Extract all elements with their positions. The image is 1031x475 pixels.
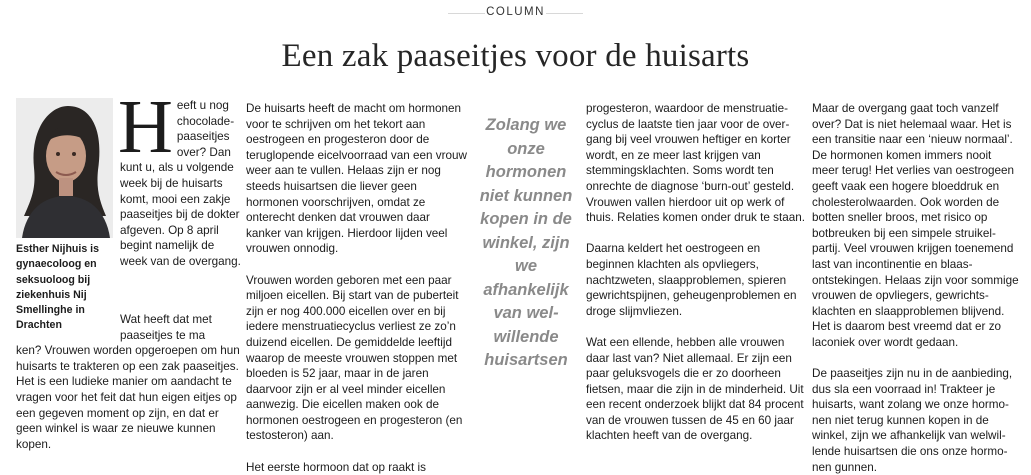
col4-paragraph: Maar de overgang gaat toch vanzelf over? Dat is niet helemaal waar. Het is een transitie naar een ‘nieuw normaal’. De hormonen komen immers nooit meer terug! Het verlies van oestrogeen geeft vaak een hogere bloeddruk en cholesterolwaarden. Ook worden de botten sneller broos, met risico op botbreuken bij een simpele struikelpartij. Veel vrouwen krijgen toenemend last van incontinentie en blaasontstekingen. Helaas zijn voor sommige vrouwen de opvliegers, gewrichtsklachten en slaapproblemen blijvend. Het is daarom best vreemd dat er zo laconiek over wordt gedaan.	[812, 102, 1019, 349]
col3-paragraph: Wat een ellende, hebben alle vrouwen daar last van? Niet allemaal. Er zijn een paar geluksvogels die er zo doorheen fietsen, maar die zijn in de minderheid. Uit een recent onderzoek blijkt dat 84 procent van de vrouwen tussen de 45 en 60 jaar klachten heeft van de overgang.	[586, 335, 804, 443]
column-4	[812, 101, 1020, 475]
col3-paragraph: Daarna keldert het oestrogeen en beginnen klachten als opvliegers, nachtzweten, slaapproblemen, spieren gewrichtspijnen, geheugenproblemen en droge slijmvliezen.	[586, 242, 797, 318]
column-3	[586, 101, 807, 444]
col2-paragraph: Het eerste hormoon dat op raakt is	[246, 460, 426, 474]
lead-paragraph	[118, 85, 241, 270]
column-kicker: COLUMN	[486, 6, 545, 18]
author-portrait-icon	[16, 98, 113, 238]
col1-paragraph-2-start: Wat heeft dat met paaseitjes te ma	[120, 313, 212, 342]
col3-paragraph: progesteron, waardoor de menstruatiecyclus de laatste tien jaar voor de overgang bij veel vrouwen heftiger en korter wordt, en ze meer last krijgen van stemmingsklachten. Soms wordt ten onrechte de diagnose ‘burn-out’ gesteld. Vrouwen vallen hierdoor uit op werk of thuis. Relaties komen onder druk te staan.	[586, 102, 805, 225]
article-headline: Een zak paaseitjes voor de huisarts	[281, 38, 750, 74]
pull-quote: Zolang we onze hormonen niet kunnen kopen in de winkel, zijn we afhankelijk van welwillende huisartsen	[479, 116, 573, 369]
col2-paragraph: De huisarts heeft de macht om hormonen voor te schrijven om het tekort aan oestrogeen en progesteron door de teruglopende eicelvoorraad van een vrouw weer aan te vullen. Helaas zijn er nog steeds huisartsen die liever geen hormonen voorschrijven, omdat ze onterecht denken dat vrouwen daar kanker van krijgen. Hierdoor lijden veel vrouwen onnodig.	[246, 102, 467, 256]
lead-text: eeft u nog chocoladepaaseitjes over? Dan kunt u, als u volgende week bij de huisarts komt, mooi een zakje paaseitjes bij de dokter afgeven. Op 8 april begint namelijk de week van de overgang.	[120, 99, 241, 268]
col1-paragraph-2-rest: ken? Vrouwen worden opgeroepen om hun huisarts te trakteren op een zak paaseitjes. Het is een ludieke manier om aandacht te vragen voor het feit dat hun eigen eitjes op een gegeven moment op zijn, en dat er geen winkel is waar ze nieuwe kunnen kopen.	[16, 344, 240, 451]
author-photo	[16, 98, 113, 238]
drop-cap: H	[118, 85, 173, 169]
column-1-continued	[16, 312, 241, 452]
kicker-rule-right	[546, 13, 583, 14]
col4-paragraph: De paaseitjes zijn nu in de aanbieding, dus sla een voorraad in! Trakteer je huisarts, want zolang we onze hormonen niet terug kunnen kopen in de winkel, zijn we afhankelijk van welwillende huisartsen die ons onze hormonen gunnen.	[812, 367, 1013, 474]
column-2	[246, 101, 467, 475]
author-caption: Esther Nijhuis is gynaecoloog en seksuoloog bij ziekenhuis Nij Smellinghe in Drachten	[16, 243, 100, 332]
col2-paragraph: Vrouwen worden geboren met een paar miljoen eicellen. Bij start van de puberteit zijn er nog 400.000 eicellen over en bij iedere menstruatiecyclus verliest ze zo’n duizend eicellen. De gemiddelde leeftijd waarop de meeste vrouwen stoppen met bloeden is 52 jaar, maar in de jaren daarvoor zijn er al veel minder eicellen aanwezig. Die eicellen maken ook de hormonen oestrogeen en progesteron (en testosteron) aan.	[246, 273, 463, 443]
